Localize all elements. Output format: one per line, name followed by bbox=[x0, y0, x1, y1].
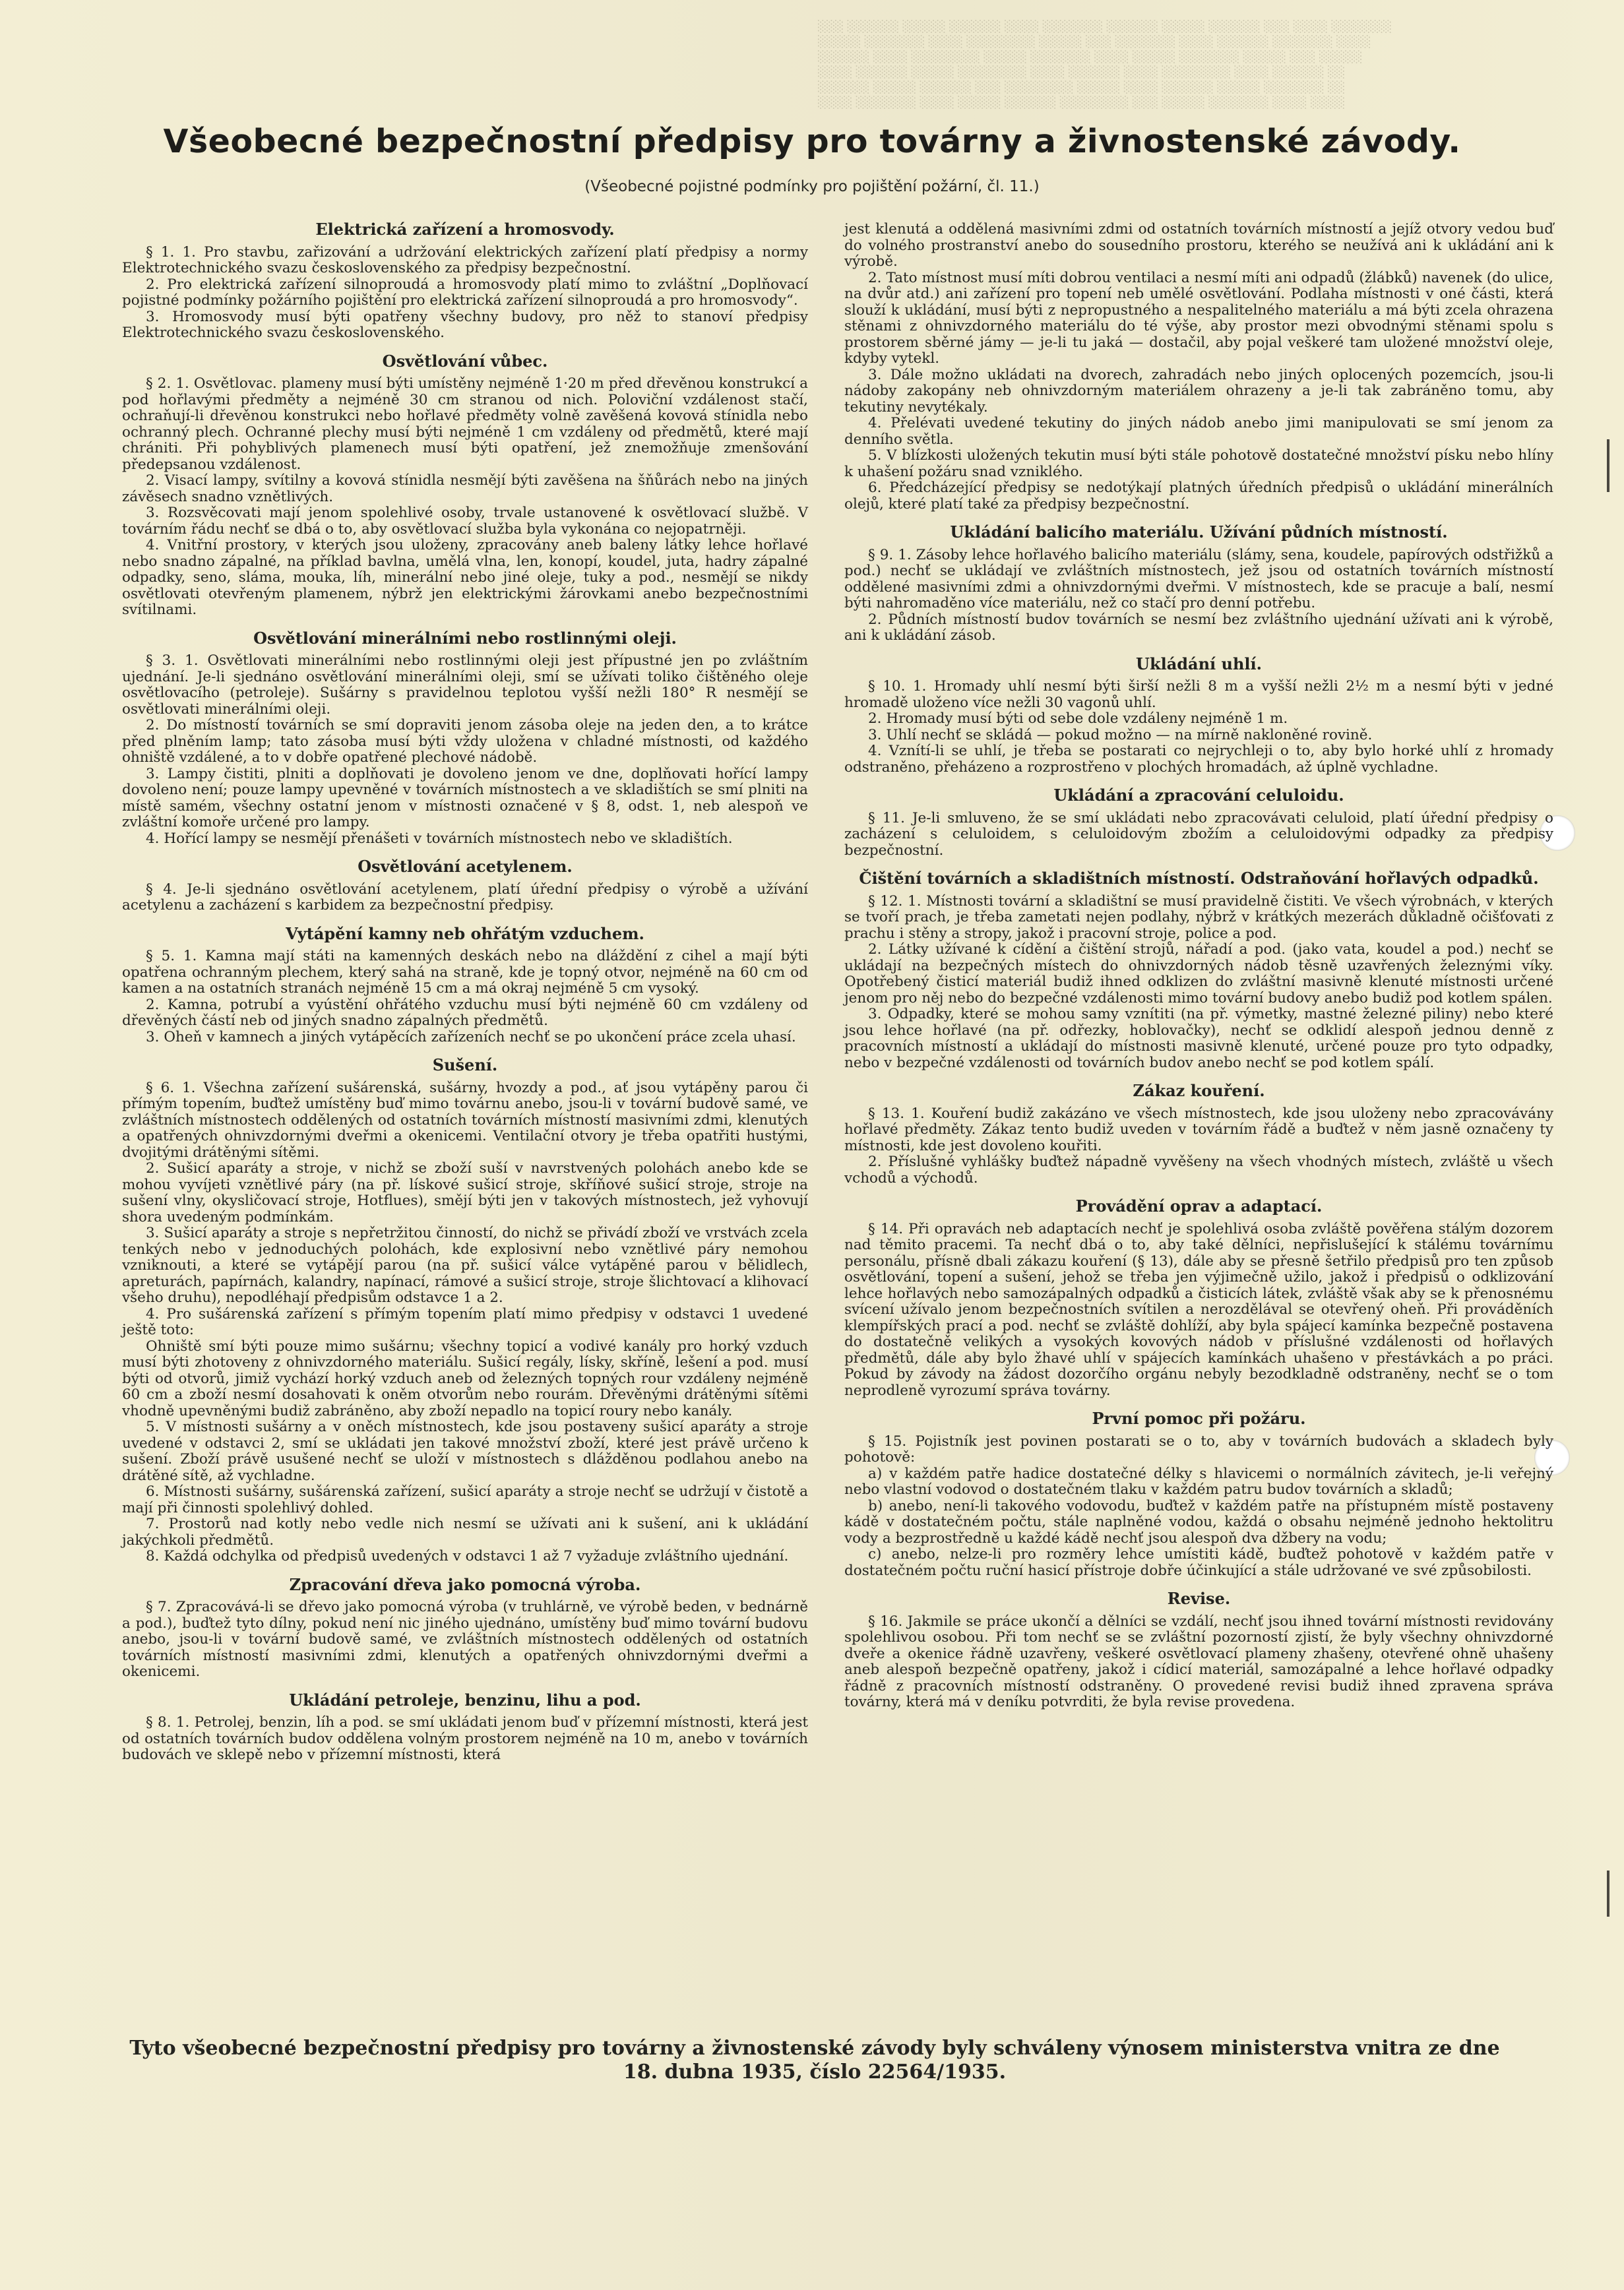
section-paragraph: 3. Odpadky, které se mohou samy vznítiti (na př. výmetky, mastné železné piliny) nebo které jsou lehce hořlavé (na př. odřezky, hoblovačky), nechť se odklidí alespoň jednou denně z pracovních místností a ukládají do místnosti masivně klenuté, určené pouze pro tyto odpadky, nebo v bezpečné vzdálenosti od továrních budov anebo nechť se pod kotlem spálí. bbox=[844, 1006, 1553, 1071]
section-paragraph: § 3. 1. Osvětlovati minerálními nebo rostlinnými oleji jest přípustné jen po zvláštním ujednání. Je-li sjednáno osvětlování minerálními oleji, smí se užívati toliko čištěného oleje osvětlovacího (petroleje). Sušárny s pravidelnou teplotou vyšší nežli 180° R nesmějí se osvětlovati minerálními oleji. bbox=[122, 652, 808, 718]
section-paragraph: § 15. Pojistník jest povinen postarati se o to, aby v továrních budovách a skladech byly pohotově: bbox=[844, 1433, 1553, 1466]
binder-mark-bottom bbox=[1607, 1871, 1609, 1917]
section-paragraph: § 7. Zpracovává-li se dřevo jako pomocná výroba (v truhlárně, ve výrobě beden, v bednárně a pod.), buďtež tyto dílny, pokud není nic jiného ujednáno, umístěny buď mimo tovární budovu anebo, jsou-li v tovární budově samé, ve zvláštních místnostech oddělených od ostatních továrních místností masivními zdmi, klenutých a opatřených ohnivzdornými dveřmi a okenicemi. bbox=[122, 1599, 808, 1680]
section-heading: Ukládání petroleje, benzinu, lihu a pod. bbox=[289, 1690, 641, 1710]
section-heading: Ukládání uhlí. bbox=[1136, 654, 1262, 673]
section-heading: Provádění oprav a adaptací. bbox=[1075, 1196, 1323, 1216]
section-paragraph: 5. V místnosti sušárny a v oněch místnostech, kde jsou postaveny sušicí aparáty a stroje uvedené v odstavci 2, smí se ukládati jen takové množství zboží, které jest právě určeno k sušení. Zboží právě usušené nechť se uloží v místnostech s dlážděnou podlahou anebo na drátěné sítě, až vychladne. bbox=[122, 1419, 808, 1484]
section-paragraph: 3. Sušicí aparáty a stroje s nepřetržitou činností, do nichž se přivádí zboží ve vrstvách zcela tenkých nebo v jednoduchých polohách, kde explosivní nebo vznětlivé páry nemohou vzniknouti, a které se vytápějí parou (na př. sušicí válce vytápěné parou v bělidlech, apreturách, papírnách, kalandry, napínací, rámové a sušicí stroje, stroje šlichtovací a klihovací všeho druhu), nepodléhají předpisům odstavce 1 a 2. bbox=[122, 1225, 808, 1306]
section-paragraph: Ohniště smí býti pouze mimo sušárnu; všechny topicí a vodivé kanály pro horký vzduch musí býti zhotoveny z ohnivzdorného materiálu. Sušicí regály, lísky, skříně, lešení a pod. musí býti od otvorů, jimiž vychází horký vzduch aneb od železných topných rour vzdáleny nejméně 60 cm a zboží nesmí dosahovati k oněm otvorům nebo rourám. Dřevěnými drátěnými sítěmi vhodně upevněnými budiž zabráněno, aby zboží nepadlo na topicí roury nebo kanály. bbox=[122, 1338, 808, 1419]
section-paragraph: 2. Příslušné vyhlášky buďtež nápadně vyvěšeny na všech vhodných místech, zvláště u všech vchodů a východů. bbox=[844, 1154, 1553, 1187]
section-paragraph: § 12. 1. Místnosti tovární a skladištní se musí pravidelně čistiti. Ve všech výrobnách, v kterých se tvoří prach, je třeba zametati nejen podlahy, nýbrž v krátkých mezerách důkladně očišťovati z prachu i stěny a stropy, jakož i pracovní stroje, police a pod. bbox=[844, 892, 1553, 942]
section-paragraph: 4. Vznítí-li se uhlí, je třeba se postarati co nejrychleji o to, aby bylo horké uhlí z hromady odstraněno, přeházeno a rozprostřeno v plochých hromadách, až úplně vychladne. bbox=[844, 743, 1553, 776]
section-paragraph: 3. Dále možno ukládati na dvorech, zahradách nebo jiných oplocených pozemcích, jsou-li nádoby zakopány neb ohnivzdorným materiálem ohrazeny a je-li tak zabráněno tomu, aby tekutiny nevytékaly. bbox=[844, 366, 1553, 416]
section-paragraph: 3. Uhlí nechť se skládá — pokud možno — na mírně nakloněné rovině. bbox=[868, 726, 1373, 743]
section-heading: Ukládání balicího materiálu. Užívání půdních místností. bbox=[950, 522, 1448, 542]
section-paragraph: § 11. Je-li smluveno, že se smí ukládati nebo zpracovávati celuloid, platí úřední předpisy o zacházení s celuloidem, s celuloidovým zbožím a celuloidovými odpadky za předpisy bezpečnostní. bbox=[844, 809, 1553, 859]
section-paragraph: § 16. Jakmile se práce ukončí a dělníci se vzdálí, nechť jsou ihned tovární místnosti revidovány spolehlivou osobou. Při tom nechť se se zvláštní pozorností zjistí, že byly všechny ohnivzdorné dveře a okenice řádně uzavřeny, veškeré osvětlovací plameny zhašeny, otevřené ohně uhašeny aneb alespoň bezpečně opatřeny, jakož i cídicí materiál, samozápalné a lehce hořlavé odpadky řádně z pracovních místností odstraněny. O provedené revisi budiž ihned zpravena správa továrny, která má v deníku potvrditi, že byla revise provedena. bbox=[844, 1613, 1553, 1710]
section-paragraph: jest klenutá a oddělená masivními zdmi od ostatních továrních místností a jejíž otvory vedou buď do volného prostranství anebo do sousedního prostoru, kterého se neužívá ani k ukládání ani k výrobě. bbox=[844, 221, 1553, 270]
section-paragraph: § 9. 1. Zásoby lehce hořlavého balicího materiálu (slámy, sena, koudele, papírových odstřižků a pod.) nechť se ukládají ve zvláštních místnostech, jež jsou od ostatních továrních místností oddělené masivními zdmi a ohnivzdornými dveřmi. V místnostech, kde se pracuje a balí, nesmí býti nahromaděno více materiálu, než co stačí pro denní potřebu. bbox=[844, 546, 1553, 611]
section-paragraph: 6. Místnosti sušárny, sušárenská zařízení, sušicí aparáty a stroje nechť se udržují v čistotě a mají při činnosti spolehlivý dohled. bbox=[122, 1483, 808, 1516]
section-paragraph: 2. Půdních místností budov továrních se nesmí bez zvláštního ujednání užívati ani k výrobě, ani k ukládání zásob. bbox=[844, 611, 1553, 644]
section-paragraph: § 5. 1. Kamna mají státi na kamenných deskách nebo na dláždění z cihel a mají býti opatřena ochranným plechem, který sahá na straně, kde je topný otvor, nejméně na 60 cm od kamen a na ostatních stranách nejméně 15 cm a má okraj nejméně 5 cm vysoký. bbox=[122, 948, 808, 997]
section-heading: Osvětlování minerálními nebo rostlinnými oleji. bbox=[253, 628, 677, 648]
section-paragraph: 3. Lampy čistiti, plniti a doplňovati je dovoleno jenom ve dne, doplňovati hořící lampy dovoleno není; pouze lampy upevněné v továrních místnostech a ve skladištích se smí plniti na místě samém, všechny ostatní jenom v místnosti označené v § 8, odst. 1, neb alespoň ve zvláštní komoře určené pro lampy. bbox=[122, 765, 808, 830]
section-paragraph: 3. Hromosvody musí býti opatřeny všechny budovy, pro něž to stanoví předpisy Elektrotechnického svazu československého. bbox=[122, 308, 808, 341]
section-paragraph: 4. Pro sušárenská zařízení s přímým topením platí mimo předpisy v odstavci 1 uvedené ještě toto: bbox=[122, 1305, 808, 1338]
section-heading: Osvětlování vůbec. bbox=[382, 351, 548, 371]
section-paragraph: 2. Tato místnost musí míti dobrou ventilaci a nesmí míti ani odpadů (žlábků) navenek (do ulice, na dvůr atd.) ani zařízení pro topení neb umělé osvětlování. Podlaha místnosti v oné části, která slouží k ukládání, musí býti z nepropustného a nespalitelného materiálu a má býti zcela ohrazena stěnami z ohnivzdorného materiálu do té výše, aby prostor mezi obvodnými stěnami spolu s prostorem sběrné jámy — je-li tu jaká — dostačil, aby pojal veškeré tam uložené množství oleje, kdyby vytekl. bbox=[844, 269, 1553, 367]
left-column bbox=[122, 222, 808, 1764]
section-paragraph: 2. Hromady musí býti od sebe dole vzdáleny nejméně 1 m. bbox=[868, 710, 1288, 727]
section-heading: Elektrická zařízení a hromosvody. bbox=[315, 220, 615, 239]
section-heading: Zpracování dřeva jako pomocná výroba. bbox=[289, 1574, 641, 1594]
section-paragraph: § 8. 1. Petrolej, benzin, líh a pod. se smí ukládati jenom buď v přízemní místnosti, která jest od ostatních továrních budov oddělena volným prostorem nejméně na 10 m, anebo v továrních budovách ve sklepě nebo v přízemní místnosti, která bbox=[122, 1714, 808, 1763]
section-paragraph: § 13. 1. Kouření budiž zakázáno ve všech místnostech, kde jsou uloženy nebo zpracovávány hořlavé předměty. Zákaz tento budiž uveden v továrním řádě a buďtež v něm jasně označeny ty místnosti, kde jest dovoleno kouřiti. bbox=[844, 1105, 1553, 1154]
section-paragraph: 5. V blízkosti uložených tekutin musí býti stále pohotově dostatečné množství písku nebo hlíny k uhašení požáru snad vzniklého. bbox=[844, 447, 1553, 480]
section-paragraph: 2. Visací lampy, svítilny a kovová stínidla nesmějí býti zavěšena na šňůrách nebo na jiných závěsech snadno vznětlivých. bbox=[122, 472, 808, 505]
section-heading: Sušení. bbox=[432, 1055, 498, 1074]
document-title: Všeobecné bezpečnostní předpisy pro továrny a živnostenské závody. bbox=[163, 123, 1461, 160]
section-heading: Revise. bbox=[1167, 1589, 1231, 1608]
section-paragraph: § 1. 1. Pro stavbu, zařizování a udržování elektrických zařízení platí předpisy a normy Elektrotechnického svazu československého za předpisy bezpečnostní. bbox=[122, 243, 808, 276]
section-paragraph: 2. Kamna, potrubí a vyústění ohřátého vzduchu musí býti nejméně 60 cm vzdáleny od dřevěných částí neb od jiných snadno zápalných předmětů. bbox=[122, 996, 808, 1029]
section-heading: Vytápění kamny neb ohřátým vzduchem. bbox=[286, 923, 644, 943]
section-paragraph: 6. Předcházející předpisy se nedotýkají platných úředních předpisů o ukládání minerálních olejů, které platí také za předpisy bezpečnostní. bbox=[844, 480, 1553, 512]
section-heading: Zákaz kouření. bbox=[1133, 1081, 1265, 1100]
section-paragraph: § 4. Je-li sjednáno osvětlování acetylenem, platí úřední předpisy o výrobě a užívání acetylenu a zacházení s karbidem za bezpečnostní předpisy. bbox=[122, 881, 808, 913]
section-paragraph: § 6. 1. Všechna zařízení sušárenská, sušárny, hvozdy a pod., ať jsou vytápěny parou či přímým topením, buďtež umístěny buď mimo továrnu anebo, jsou-li v tovární budově samé, ve zvláštních místnostech oddělených od ostatních továrních místností masivními zdmi, klenutých a opatřených ohnivzdornými dveřmi a okenicemi. Ventilační otvory je třeba opatřiti hustými, dvojitými drátěnými sítěmi. bbox=[122, 1079, 808, 1161]
section-paragraph: § 2. 1. Osvětlovac. plameny musí býti umístěny nejméně 1·20 m před dřevěnou konstrukcí a pod hořlavými předměty a nejméně 30 cm stranou od nich. Poloviční vzdálenost stačí, ochraňují-li dřevěnou konstrukci nebo hořlavé předměty volně zavěšená kovová stínidla nebo ochranný plech. Ochranné plechy musí býti nejméně 1 cm vzdáleny od předmětů, které mají chrániti. Při pohyblivých plamenech musí býti opatření, jež znemožňuje zmenšování předepsanou vzdálenost. bbox=[122, 375, 808, 473]
bleed-through-text: ░░░ ░░░░░░ ░░░░░ ░░░░░░ ░░░░ ░░░░░░░ ░░░░░░ ░░░░░ ░░░░░░ ░░░ ░░░░ ░░░░░░░ ░░░░░ ░░░░░░░ ░░░░ ░░░░░░░░ ░░░░░ ░░░ ░░░░░░░ ░░░░ ░░░░░░ ░░░░░░░ ░░░░ ░░░░░░ ░░░░ ░░░░░░░░ ░░░░░ ░░░░░░░ ░░░░ ░░░░░ ░░░░░░░ ░░░░░ ░░░ ░░░░░ ░░░░ ░░░░░░ ░░░░░ ░░░░░░░░ ░░░░ ░░░░░░ ░░░░ ░░░░░░░░ ░░░░ ░░░░░░ ░░ ░░░░░░ ░░░░░ ░░░░░░ ░░░ ░░░░░░░░ ░░░░░ ░░░░ ░░░░░░ ░░░░░ ░░░░░░░ ░░ ░░░░ ░░░░░░░ ░░░░ ░░░░░ ░░░░░░ ░░░░░░░░ ░░░ ░░░░░ ░░░░░░░ ░░░░ ░░░░ bbox=[818, 20, 1392, 109]
approval-note: Tyto všeobecné bezpečnostní předpisy pro továrny a živnostenské závody byly schváleny výnosem ministerstva vnitra ze dne 18. dubna 1935, číslo 22564/1935. bbox=[129, 2037, 1500, 2084]
document-subtitle: (Všeobecné pojistné podmínky pro pojištění požární, čl. 11.) bbox=[584, 178, 1040, 195]
right-column bbox=[844, 222, 1553, 1711]
section-paragraph: 4. Přelévati uvedené tekutiny do jiných nádob anebo jimi manipulovati se smí jenom za denního světla. bbox=[844, 415, 1553, 448]
section-heading: Osvětlování acetylenem. bbox=[358, 857, 573, 876]
section-paragraph: 3. Rozsvěcovati mají jenom spolehlivé osoby, trvale ustanovené k osvětlovací službě. V továrním řádu nechť se dbá o to, aby osvětlovací služba byla vykonána co nejopatrněji. bbox=[122, 505, 808, 538]
section-paragraph: 4. Hořící lampy se nesmějí přenášeti v továrních místnostech nebo ve skladištích. bbox=[146, 830, 733, 847]
section-paragraph: b) anebo, není-li takového vodovodu, buďtež v každém patře na přístupném místě postaveny kádě v dostatečném počtu, stále naplněné vodou, každá o obsahu nejméně jednoho hektolitru vody a bezprostředně u každé kádě nechť jsou alespoň dva džbery na vodu; bbox=[844, 1497, 1553, 1547]
section-heading: Čištění továrních a skladištních místností. Odstraňování hořlavých odpadků. bbox=[859, 869, 1539, 888]
section-paragraph: 3. Oheň v kamnech a jiných vytápěcích zařízeních nechť se po ukončení práce zcela uhasí. bbox=[146, 1028, 796, 1045]
section-paragraph: 2. Látky užívané k cídění a čištění strojů, nářadí a pod. (jako vata, koudel a pod.) nechť se ukládají na bezpečných místech do ohnivzdorných nádob těsně uzavřených železnými víky. Opotřebený čisticí materiál budiž ihned odklizen do zvláštní masivně klenuté místnosti určené jenom pro něj nebo do bezpečné vzdálenosti mimo tovární budovy anebo budiž pod kotlem spálen. bbox=[844, 941, 1553, 1006]
section-paragraph: a) v každém patře hadice dostatečné délky s hlavicemi o normálních závitech, je-li veřejný nebo vlastní vodovod o dostatečném tlaku v každém patru budov továrních a skladů; bbox=[844, 1465, 1553, 1498]
section-paragraph: 8. Každá odchylka od předpisů uvedených v odstavci 1 až 7 vyžaduje zvláštního ujednání. bbox=[146, 1548, 789, 1564]
section-heading: První pomoc při požáru. bbox=[1092, 1409, 1306, 1428]
section-paragraph: 7. Prostorů nad kotly nebo vedle nich nesmí se užívati ani k sušení, ani k ukládání jakýchkoli předmětů. bbox=[122, 1516, 808, 1549]
section-paragraph: c) anebo, nelze-li pro rozměry lehce umístiti kádě, buďtež pohotově v každém patře v dostatečném počtu ruční hasicí přístroje dobře účinkující a stále udržované ve své způsobilosti. bbox=[844, 1546, 1553, 1579]
section-paragraph: 4. Vnitřní prostory, v kterých jsou uloženy, zpracovány aneb baleny látky lehce hořlavé nebo snadno zápalné, na příklad bavlna, umělá vlna, len, konopí, koudel, juta, hadry zápalné odpadky, seno, sláma, mouka, líh, minerální nebo jiné oleje, tuky a pod., nesmějí se nikdy osvětlovati otevřeným plamenem, nýbrž jen elektrickými žárovkami anebo bezpečnostními svítilnami. bbox=[122, 537, 808, 618]
section-paragraph: § 14. Při opravách neb adaptacích nechť je spolehlivá osoba zvláště pověřena stálým dozorem nad těmito pracemi. Ta nechť dbá o to, aby také dělníci, nepřislušející k stálému továrnímu personálu, přísně dbali zákazu kouření (§ 13), dále aby se přesně šetřilo předpisů pro ten způsob osvětlování, topení a sušení, jehož se třeba jen výjimečně užilo, jakož i předpisů o odklizování lehce hořlavých nebo samozápalných odpadků a čisticích látek, zvláště však aby se k přenosnému svícení užívalo jenom bezpečnostních svítilen a nerozdělával se otevřený oheň. Při prováděních klempířských prací a pod. nechť se zvláště dohlíží, aby byla spájecí kamínka bezpečně postavena do dostatečně velikých a vysokých kovových nádob v příslušné vzdálenosti od hořlavých předmětů, dále aby bylo žhavé uhlí v spájecích kamínkách uhašeno v přestávkách a po práci. Pokud by závody na žádost dozorčího orgánu nebyly bezodkladně odstraněny, nechť se o tom neprodleně vyrozumí správa továrny. bbox=[844, 1220, 1553, 1399]
section-paragraph: § 10. 1. Hromady uhlí nesmí býti širší nežli 8 m a vyšší nežli 2½ m a nesmí býti v jedné hromadě uloženo více nežli 30 vagonů uhlí. bbox=[844, 678, 1553, 711]
binder-mark-top bbox=[1607, 439, 1609, 492]
section-paragraph: 2. Sušicí aparáty a stroje, v nichž se zboží suší v navrstvených polohách anebo kde se mohou vyvíjeti vznětlivé páry (na př. lískové sušicí stroje, skříňové sušicí stroje, stroje na sušení vlny, okysličovací stroje, Hotflues), smějí býti jen v takových místnostech, jež vyhovují shora uvedeným podmínkám. bbox=[122, 1160, 808, 1225]
section-paragraph: 2. Pro elektrická zařízení silnoproudá a hromosvody platí mimo to zvláštní „Doplňovací pojistné podmínky požárního pojištění pro elektrická zařízení silnoproudá a pro hromosvody“. bbox=[122, 276, 808, 309]
section-paragraph: 2. Do místností továrních se smí dopraviti jenom zásoba oleje na jeden den, a to krátce před plněním lamp; tato zásoba musí býti vždy uložena v chladné místnosti, od každého ohniště vzdálené, a to v dobře opatřené plechové nádobě. bbox=[122, 717, 808, 766]
section-heading: Ukládání a zpracování celuloidu. bbox=[1053, 786, 1344, 805]
